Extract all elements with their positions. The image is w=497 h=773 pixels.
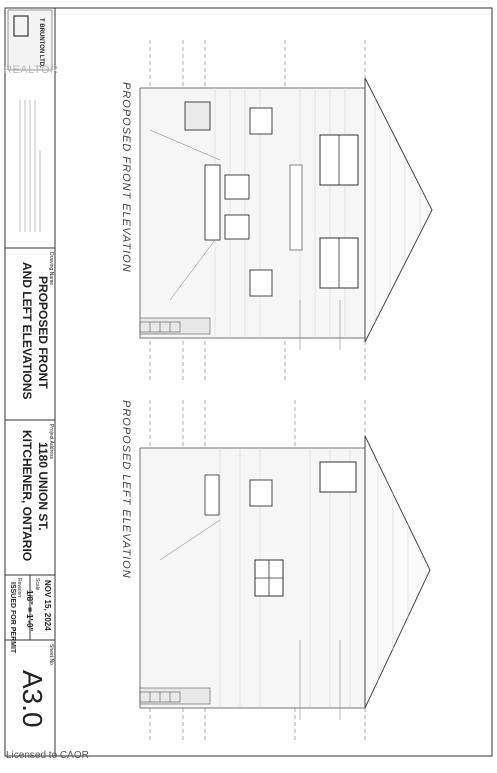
drawing-name-label: Drawing Name	[48, 252, 54, 286]
date-value: NOV 15, 2024	[43, 580, 52, 631]
address-line1: 1180 UNION ST.	[36, 442, 50, 531]
license-label: Licensed to CAOR	[6, 750, 89, 761]
address-line2: KITCHENER, ONTARIO	[20, 430, 34, 562]
watermark: REALTOR	[4, 64, 59, 76]
left-elevation-title: PROPOSED LEFT ELEVATION	[120, 400, 132, 579]
revision-value: ISSUED FOR PERMIT	[9, 582, 16, 654]
scale-label: Scale	[34, 578, 40, 591]
scale-value: 1/8" = 1'-0"	[25, 590, 34, 632]
drawing-title-line2: AND LEFT ELEVATIONS	[20, 262, 34, 400]
project-address-label: Project Address	[48, 424, 54, 460]
front-elevation-title: PROPOSED FRONT ELEVATION	[120, 82, 132, 273]
company-logo-text: T BRUNTON LTD.	[38, 18, 44, 68]
revision-label: Revision	[16, 578, 22, 598]
sheet-number-label: Sheet No.	[48, 644, 54, 667]
drawing-title-line1: PROPOSED FRONT	[36, 276, 50, 389]
sheet-number: A3.0	[17, 670, 48, 728]
